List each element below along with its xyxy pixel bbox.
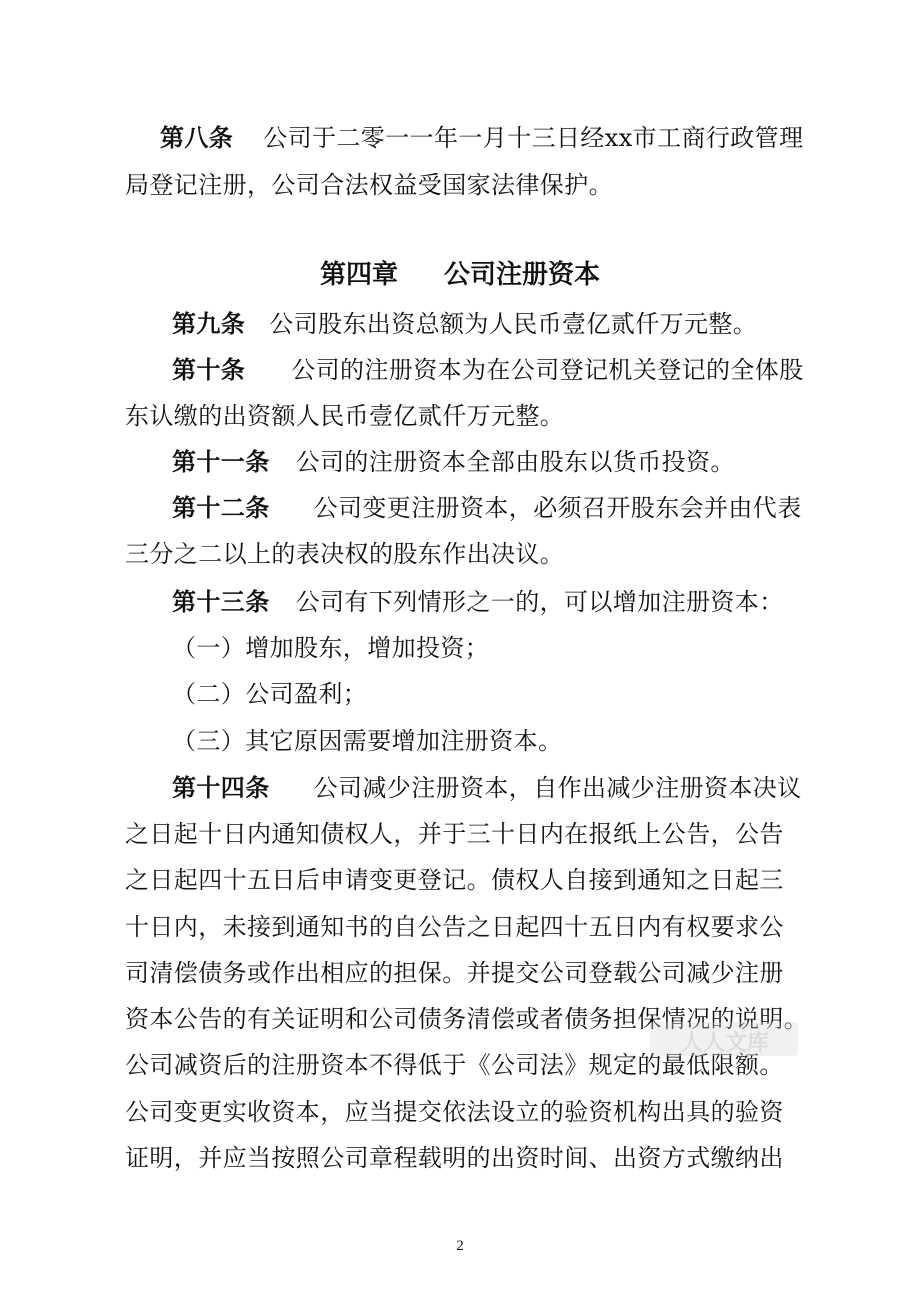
chapter-heading	[0, 258, 920, 292]
chapter-number: 第四章	[319, 260, 398, 290]
article-8-line-1	[160, 123, 840, 153]
article-11-line-1	[172, 447, 852, 477]
article-13-item-3: （三）其它原因需要增加注册资本。	[172, 727, 563, 755]
article-14-line-4: 十日内，未接到通知书的自公告之日起四十五日内有权要求公	[125, 913, 784, 941]
article-13-item-2: （二）公司盈利；	[172, 680, 368, 708]
article-13-line-1	[172, 587, 852, 617]
article-14-heading: 第十四条	[172, 773, 270, 802]
article-8-heading: 第八条	[160, 123, 234, 152]
article-14-line-6: 资本公告的有关证明和公司债务清偿或者债务担保情况的说明。	[125, 1005, 809, 1033]
article-14-text: 公司减少注册资本，自作出减少注册资本决议	[313, 774, 802, 802]
article-9-line-1	[172, 309, 852, 339]
article-14-line-9: 证明，并应当按照公司章程载明的出资时间、出资方式缴纳出	[125, 1144, 784, 1172]
article-14-line-3: 之日起四十五日后申请变更登记。债权人自接到通知之日起三	[125, 866, 784, 894]
article-11-text: 公司的注册资本全部由股东以货币投资。	[295, 448, 735, 476]
article-8-text: 公司于二零一一年一月十三日经xx市工商行政管理	[263, 124, 804, 152]
article-8-line-2: 局登记注册，公司合法权益受国家法律保护。	[125, 171, 613, 199]
article-11-heading: 第十一条	[172, 447, 270, 476]
article-14-line-7: 公司减资后的注册资本不得低于《公司法》规定的最低限额。	[125, 1051, 784, 1079]
article-14-line-5: 司清偿债务或作出相应的担保。并提交公司登载公司减少注册	[125, 959, 784, 987]
article-14-line-8: 公司变更实收资本，应当提交依法设立的验资机构出具的验资	[125, 1098, 784, 1126]
article-13-item-1: （一）增加股东，增加投资；	[172, 634, 490, 662]
watermark-logo	[650, 1016, 800, 1062]
article-10-heading: 第十条	[172, 355, 246, 384]
article-12-line-2: 三分之二以上的表决权的股东作出决议。	[125, 540, 565, 568]
article-9-heading: 第九条	[172, 309, 246, 338]
article-12-text: 公司变更注册资本，必须召开股东会并由代表	[313, 494, 802, 522]
article-14-line-1	[172, 773, 852, 803]
watermark-text: 人人文库	[680, 1031, 769, 1056]
article-12-line-1	[172, 493, 852, 523]
article-13-heading: 第十三条	[172, 587, 270, 616]
article-10-text: 公司的注册资本为在公司登记机关登记的全体股	[291, 356, 804, 384]
article-10-line-1	[172, 355, 852, 385]
article-12-heading: 第十二条	[172, 493, 270, 522]
article-13-text: 公司有下列情形之一的，可以增加注册资本：	[295, 588, 784, 616]
chapter-title: 公司注册资本	[444, 260, 601, 290]
article-10-line-2: 东认缴的出资额人民币壹亿贰仟万元整。	[125, 402, 565, 430]
article-9-text: 公司股东出资总额为人民币壹亿贰仟万元整。	[269, 310, 758, 338]
page-number: 2	[456, 1238, 464, 1254]
article-14-line-2: 之日起十日内通知债权人，并于三十日内在报纸上公告，公告	[125, 820, 784, 848]
